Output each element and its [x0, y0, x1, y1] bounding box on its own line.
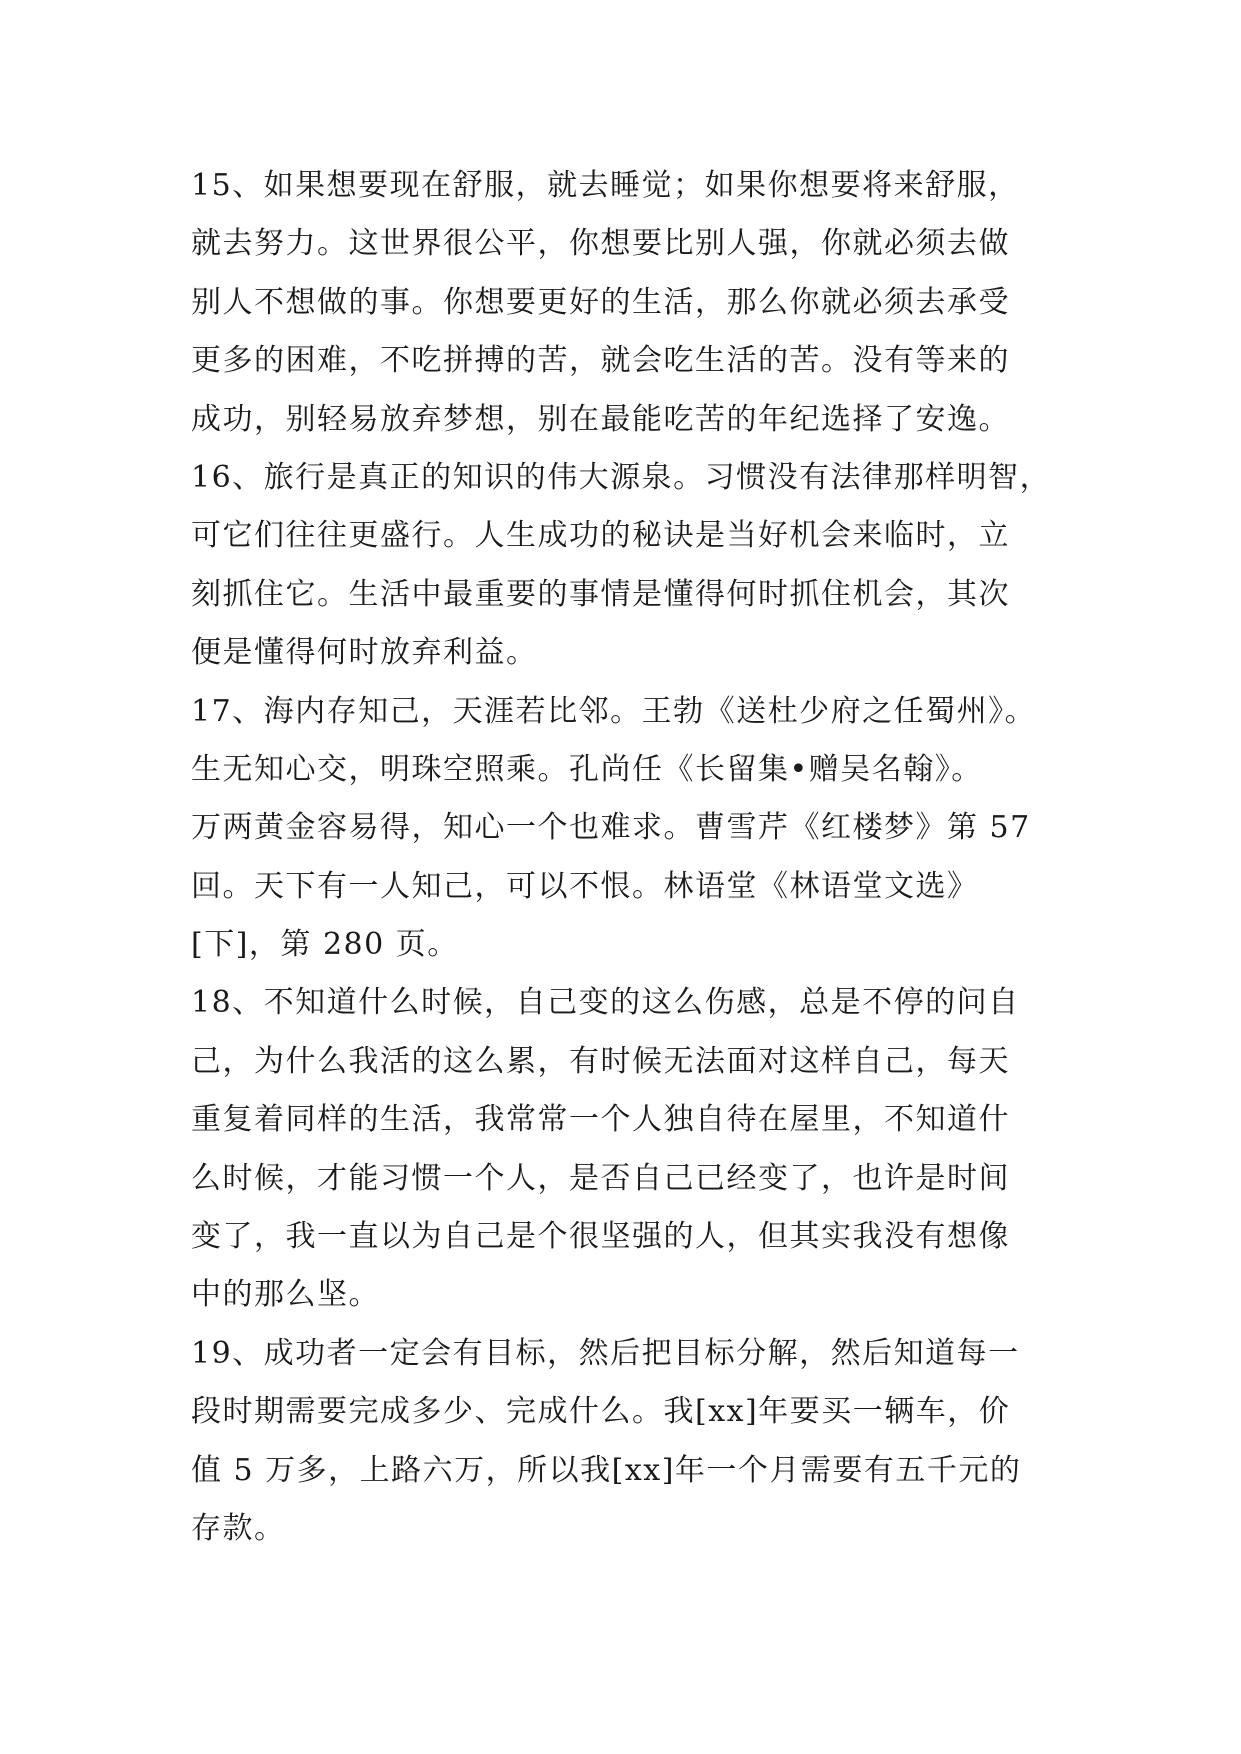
text-line: 别人不想做的事。你想要更好的生活，那么你就必须去承受 — [191, 284, 1010, 320]
text-line: 生无知心交，明珠空照乘。孔尚任《长留集•赠吴名翰》。 — [191, 751, 983, 787]
text-line: 15、如果想要现在舒服，就去睡觉；如果你想要将来舒服， — [191, 168, 1020, 203]
text-line: 段时期需要完成多少、完成什么。我[xx]年要买一辆车，价 — [191, 1394, 1011, 1430]
text-line: 19、成功者一定会有目标，然后把目标分解，然后知道每一 — [191, 1335, 1020, 1371]
text-line: 存款。 — [191, 1510, 286, 1546]
text-line: 万两黄金容易得，知心一个也难求。曹雪芹《红楼梦》第 57 — [191, 810, 1031, 846]
text-line: 16、旅行是真正的知识的伟大源泉。习惯没有法律那样明智， — [191, 459, 1052, 495]
text-line: 就去努力。这世界很公平，你想要比别人强，你就必须去做 — [191, 226, 1010, 262]
text-line: 17、海内存知己，天涯若比邻。王勃《送杜少府之任蜀州》。 — [191, 693, 1037, 729]
text-line: 18、不知道什么时候，自己变的这么伤感，总是不停的问自 — [191, 985, 1020, 1021]
text-line: 重复着同样的生活，我常常一个人独自待在屋里，不知道什 — [191, 1102, 1010, 1138]
text-line: 便是懂得何时放弃利益。 — [191, 635, 538, 671]
text-line: 值 5 万多，上路六万，所以我[xx]年一个月需要有五千元的 — [191, 1452, 1022, 1488]
text-line: 变了，我一直以为自己是个很坚强的人，但其实我没有想像 — [191, 1219, 1010, 1255]
text-line: 更多的困难，不吃拼搏的苦，就会吃生活的苦。没有等来的 — [191, 343, 1010, 379]
text-line: 回。天下有一人知己，可以不恨。林语堂《林语堂文选》 — [191, 868, 979, 904]
text-line: [下]，第 280 页。 — [191, 927, 459, 963]
text-line: 中的那么坚。 — [191, 1277, 380, 1313]
document-body — [191, 157, 1071, 1558]
text-line: 可它们往往更盛行。人生成功的秘诀是当好机会来临时，立 — [191, 518, 1010, 554]
text-line: 己，为什么我活的这么累，有时候无法面对这样自己，每天 — [191, 1043, 1010, 1079]
text-line: 么时候，才能习惯一个人，是否自己已经变了，也许是时间 — [191, 1160, 1010, 1196]
text-line: 刻抓住它。生活中最重要的事情是懂得何时抓住机会，其次 — [191, 576, 1010, 612]
text-line: 成功，别轻易放弃梦想，别在最能吃苦的年纪选择了安逸。 — [191, 401, 1010, 437]
